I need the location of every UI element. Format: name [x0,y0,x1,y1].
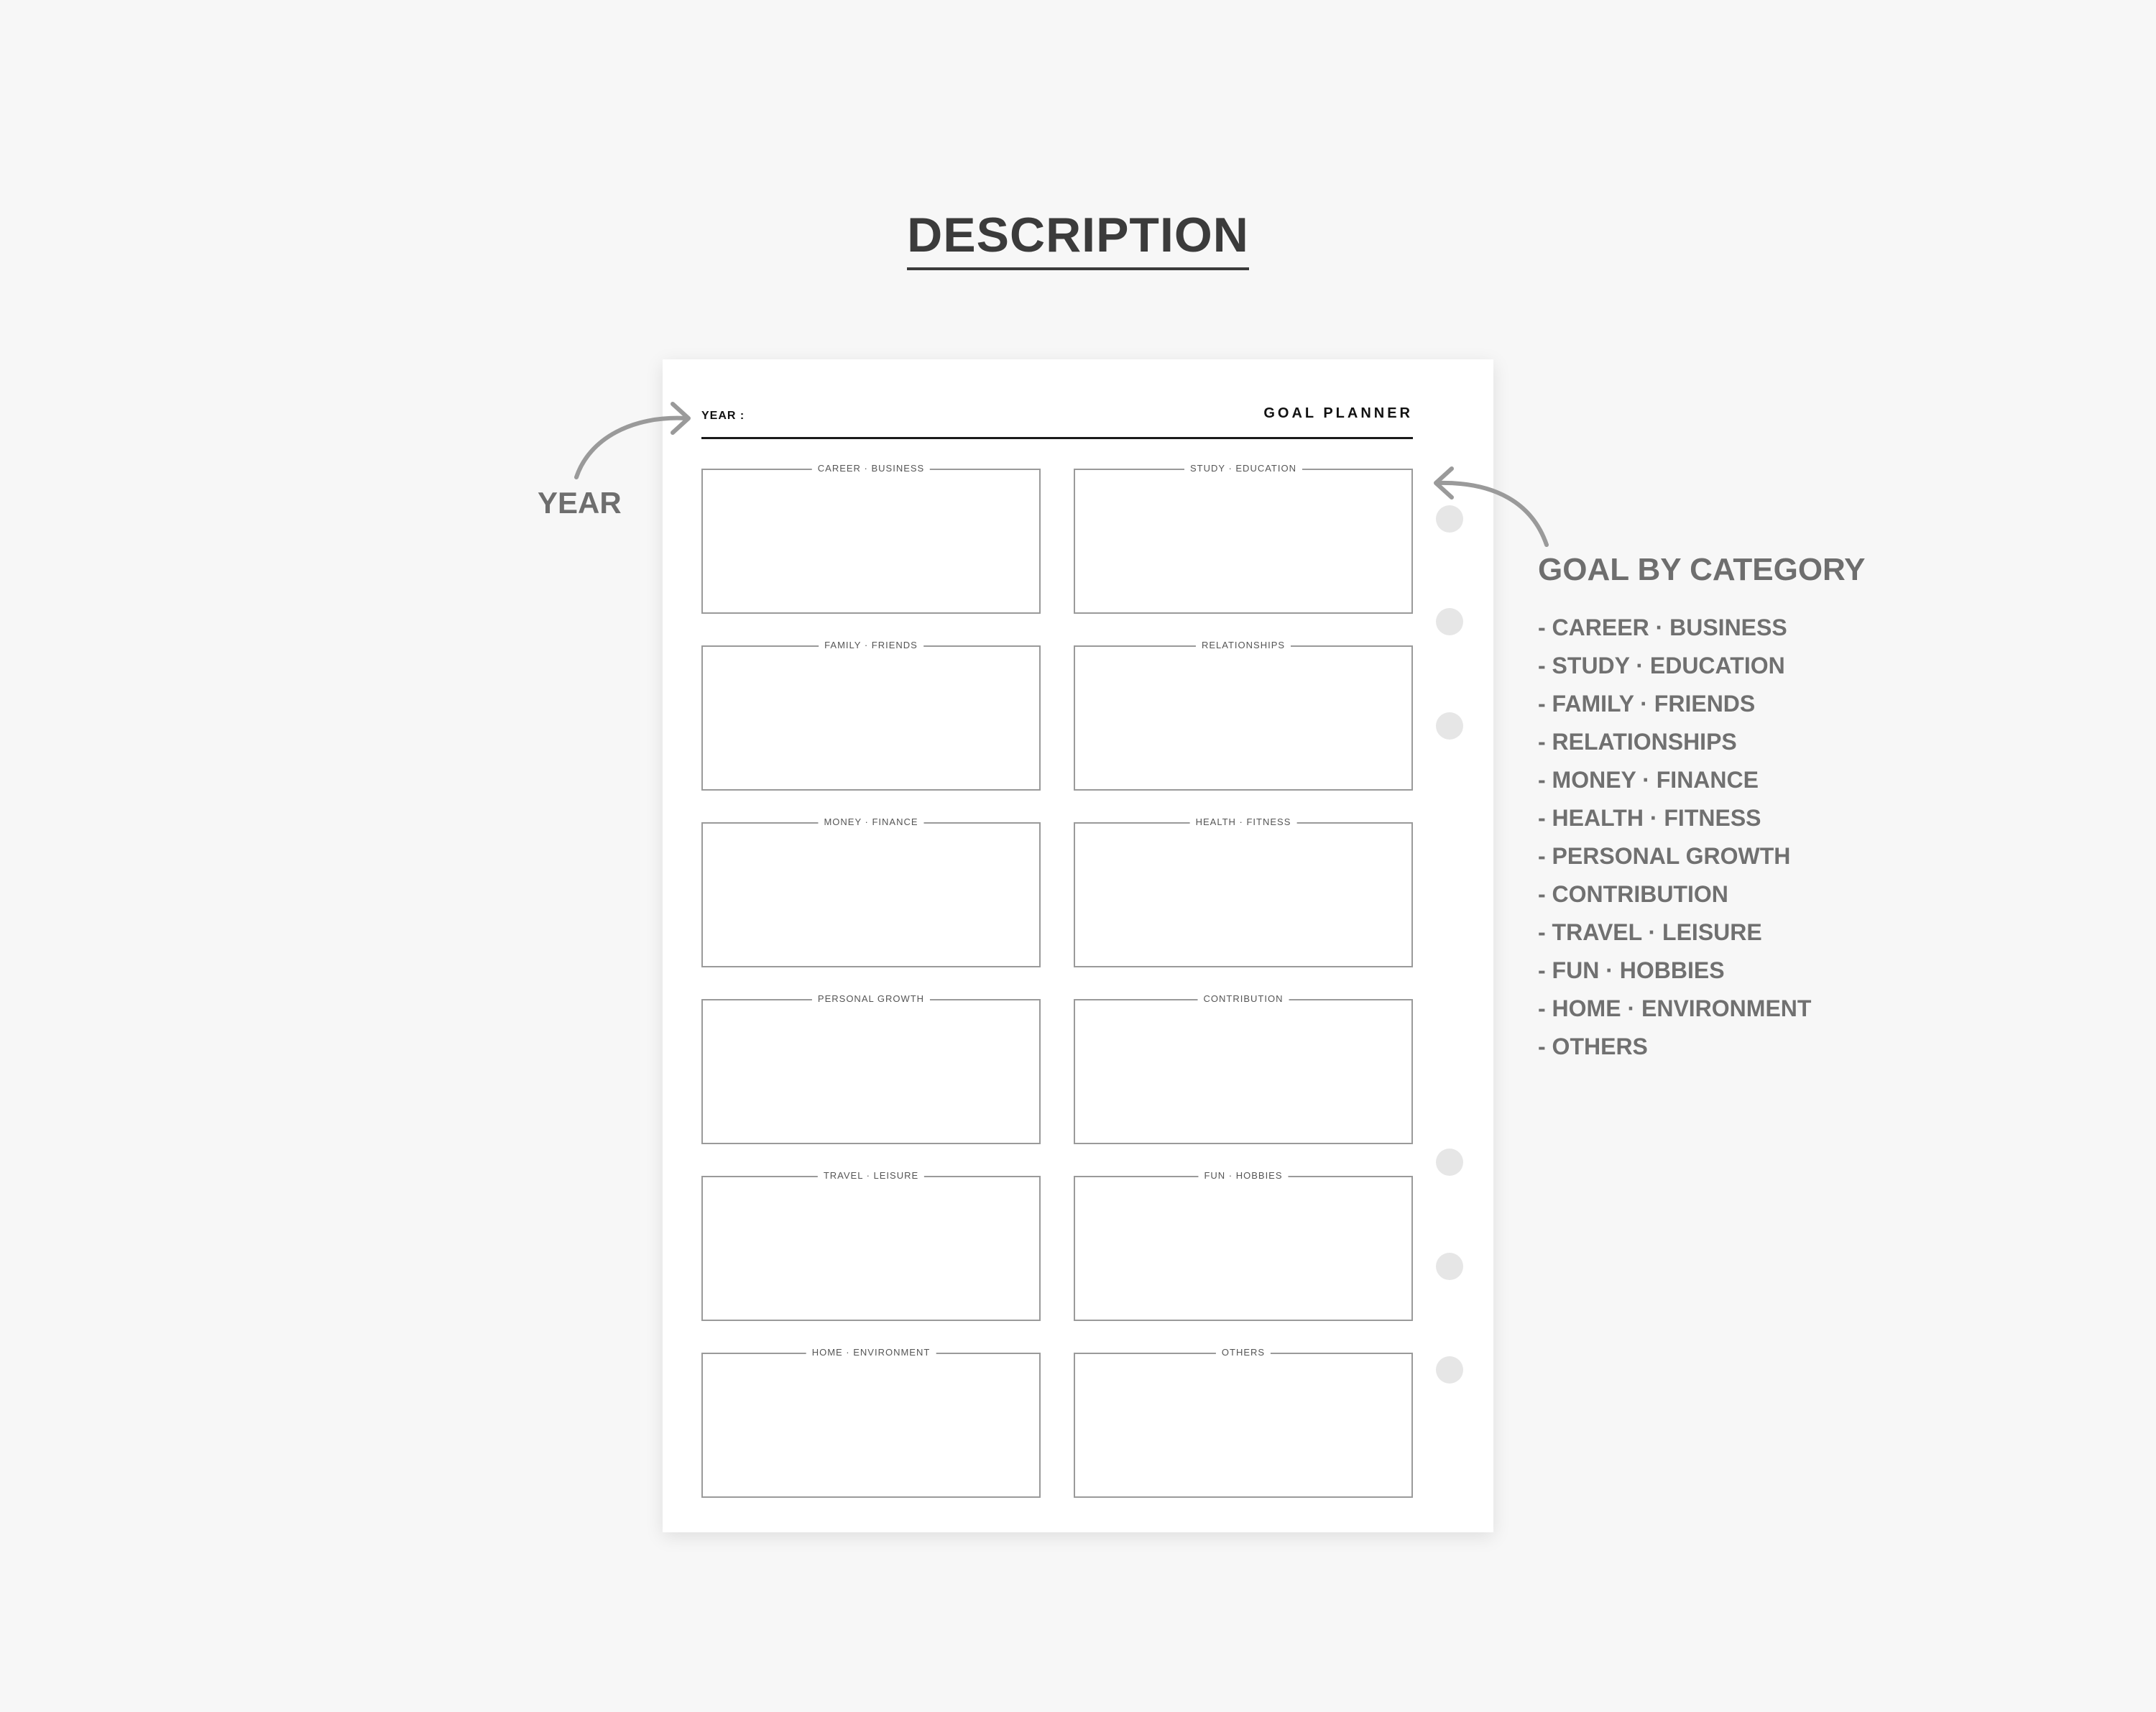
category-item: - CONTRIBUTION [1538,881,1728,907]
goal-box-label: CAREER · BUSINESS [812,463,930,474]
goal-box-label: RELATIONSHIPS [1196,640,1291,650]
heading-text: DESCRIPTION [907,207,1249,270]
category-item: - OTHERS [1538,1034,1648,1059]
category-item: - HEALTH · FITNESS [1538,805,1761,831]
goal-box-label: MONEY · FINANCE [818,816,923,827]
year-arrow-icon [576,418,686,477]
goal-box-label: TRAVEL · LEISURE [818,1170,924,1181]
category-list [1538,609,1811,1067]
goal-box-label: PERSONAL GROWTH [812,993,930,1004]
goal-by-category-annotation: GOAL BY CATEGORY [1538,552,1866,587]
category-item: - STUDY · EDUCATION [1538,653,1785,678]
category-item: - RELATIONSHIPS [1538,729,1737,755]
category-item: - TRAVEL · LEISURE [1538,919,1762,945]
category-item: - HOME · ENVIRONMENT [1538,995,1812,1021]
planner-title: GOAL PLANNER [1263,405,1413,421]
category-item: - PERSONAL GROWTH [1538,843,1791,869]
goal-box-label: FUN · HOBBIES [1198,1170,1288,1181]
goal-box-label: OTHERS [1216,1347,1271,1358]
category-item: - FUN · HOBBIES [1538,957,1725,983]
goal-box-label: FAMILY · FRIENDS [819,640,923,650]
goal-box-label: STUDY · EDUCATION [1184,463,1302,474]
category-item: - FAMILY · FRIENDS [1538,691,1756,717]
goal-box-label: CONTRIBUTION [1198,993,1289,1004]
category-item: - MONEY · FINANCE [1538,767,1759,793]
year-label: YEAR : [701,410,745,422]
year-annotation: YEAR [538,486,622,520]
category-item: - CAREER · BUSINESS [1538,615,1787,640]
category-arrow-icon [1437,483,1547,545]
goal-box-label: HEALTH · FITNESS [1190,816,1297,827]
goal-box-label: HOME · ENVIRONMENT [806,1347,936,1358]
